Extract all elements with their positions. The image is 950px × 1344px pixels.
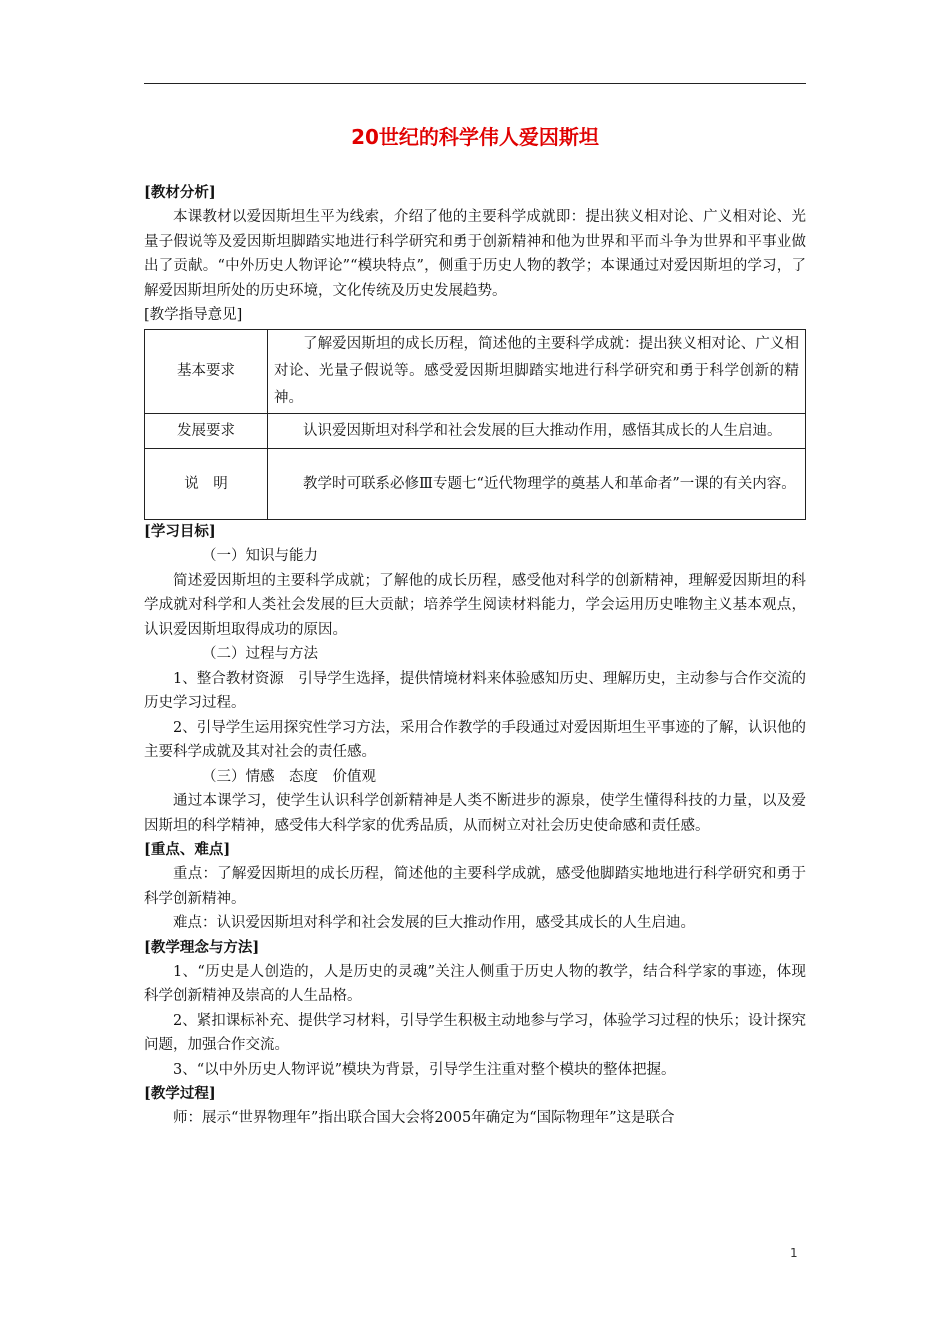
table-cell-label: 基本要求 [145, 330, 268, 414]
key-point-text: 重点：了解爱因斯坦的成长历程，简述他的主要科学成就，感受他脚踏实地地进行科学研究和勇于科学创新精神。 [144, 866, 806, 907]
goal-attitude-title: （三）情感 态度 价值观 [202, 768, 376, 785]
table-cell-text: 了解爱因斯坦的成长历程，简述他的主要科学成就：提出狭义相对论、广义相对论、光量子假说等。感受爱因斯坦脚踏实地进行科学研究和勇于科学创新的精神。 [268, 330, 806, 414]
heading-learning-goals: [学习目标] [144, 523, 216, 540]
table-cell-text: 教学时可联系必修Ⅲ专题七“近代物理学的奠基人和革命者”一课的有关内容。 [268, 449, 806, 520]
page-title: 20世纪的科学伟人爱因斯坦 [351, 125, 599, 149]
header-rule [144, 83, 806, 84]
teaching-guide-table [144, 329, 806, 520]
table-cell-text: 认识爱因斯坦对科学和社会发展的巨大推动作用，感悟其成长的人生启迪。 [268, 414, 806, 449]
material-analysis-text: 本课教材以爱因斯坦生平为线索，介绍了他的主要科学成就即：提出狭义相对论、广义相对论、光量子假说等及爱因斯坦脚踏实地进行科学研究和勇于创新精神和他为世界和平而斗争为世界和平事业做出了贡献。“中外历史人物评论”“模块特点”，侧重于历史人物的教学；本课通过对爱因斯坦的学习，了解爱因斯坦所处的历史环境，文化传统及历史发展趋势。 [144, 209, 806, 299]
method-item-2: 2、紧扣课标补充、提供学习材料，引导学生积极主动地参与学习，体验学习过程的快乐；设计探究问题，加强合作交流。 [144, 1012, 806, 1053]
method-item-3: 3、“以中外历史人物评说”模块为背景，引导学生注重对整个模块的整体把握。 [173, 1061, 676, 1078]
method-item-1: 1、“历史是人创造的，人是历史的灵魂”关注人侧重于历史人物的教学，结合科学家的事迹，体现科学创新精神及崇高的人生品格。 [144, 963, 806, 1004]
difficult-point-text: 难点：认识爱因斯坦对科学和社会发展的巨大推动作用，感受其成长的人生启迪。 [173, 915, 695, 931]
heading-teaching-process: [教学过程] [144, 1085, 216, 1102]
heading-teaching-guide: [教学指导意见] [144, 307, 243, 323]
table-cell-label: 发展要求 [145, 414, 268, 449]
page-number: 1 [790, 1246, 798, 1260]
goal-process-title: （二）过程与方法 [202, 646, 318, 662]
goal-knowledge-title: （一）知识与能力 [202, 548, 318, 564]
table-row [145, 330, 806, 414]
goal-attitude-text: 通过本课学习，使学生认识科学创新精神是人类不断进步的源泉，使学生懂得科技的力量，以及爱因斯坦的科学精神，感受伟大科学家的优秀品质，从而树立对社会历史使命感和责任感。 [144, 793, 806, 834]
table-cell-label: 说 明 [145, 449, 268, 520]
heading-material-analysis: [教材分析] [144, 184, 216, 201]
goal-process-item-2: 2、引导学生运用探究性学习方法，采用合作教学的手段通过对爱因斯坦生平事迹的了解，认识他的主要科学成就及其对社会的责任感。 [144, 719, 806, 760]
table-row [145, 414, 806, 449]
goal-knowledge-text: 简述爱因斯坦的主要科学成就；了解他的成长历程，感受他对科学的创新精神，理解爱因斯坦的科学成就对科学和人类社会发展的巨大贡献；培养学生阅读材料能力，学会运用历史唯物主义基本观点，认识爱因斯坦取得成功的原因。 [144, 572, 806, 638]
heading-teaching-method: [教学理念与方法] [144, 938, 260, 956]
document-body [144, 123, 806, 1131]
table-row [145, 449, 806, 520]
goal-process-item-1: 1、整合教材资源 引导学生选择，提供情境材料来体验感知历史、理解历史，主动参与合作交流的历史学习过程。 [144, 670, 806, 711]
heading-key-points: [重点、难点] [144, 841, 231, 858]
teaching-process-text: 师：展示“世界物理年”指出联合国大会将2005年确定为“国际物理年”这是联合 [173, 1110, 675, 1126]
